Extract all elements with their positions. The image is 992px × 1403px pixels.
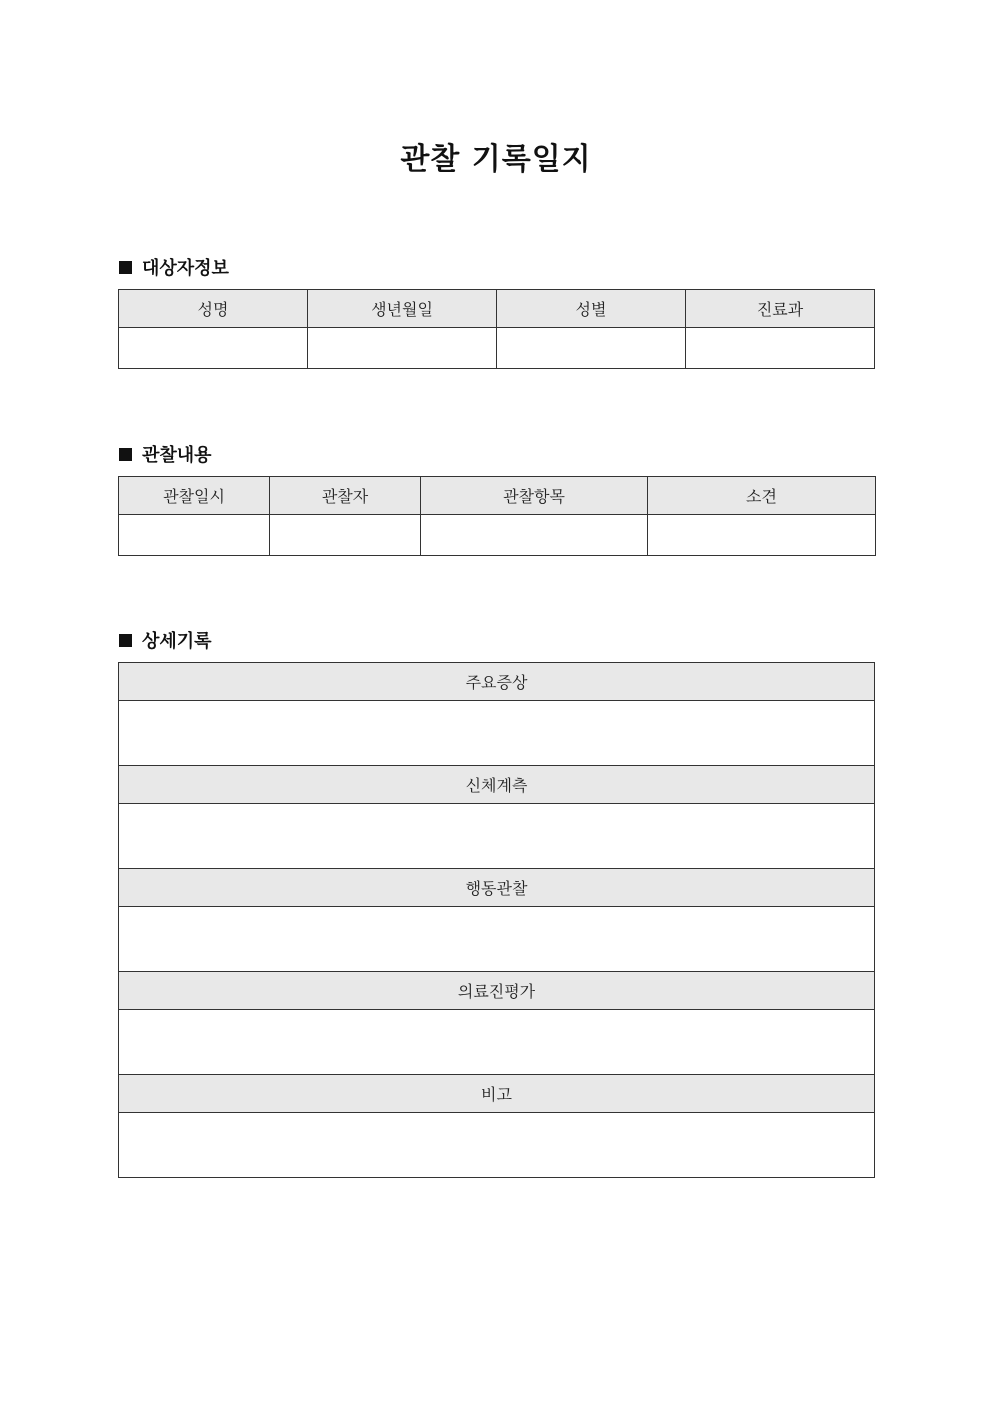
row-header-body-measurement: 신체계측 bbox=[119, 766, 875, 804]
table-header-row bbox=[119, 477, 876, 515]
column-header-observation-datetime: 관찰일시 bbox=[119, 477, 270, 515]
detail-header-row bbox=[119, 972, 875, 1010]
birthdate-cell[interactable] bbox=[308, 328, 497, 369]
subject-info-table bbox=[118, 289, 875, 369]
column-header-findings: 소견 bbox=[648, 477, 876, 515]
column-header-observer: 관찰자 bbox=[270, 477, 421, 515]
column-header-sex: 성별 bbox=[497, 290, 686, 328]
section-heading-label: 대상자정보 bbox=[142, 258, 229, 279]
body-measurement-cell[interactable] bbox=[119, 804, 875, 869]
medical-evaluation-cell[interactable] bbox=[119, 1010, 875, 1075]
section-heading-subject bbox=[119, 254, 229, 280]
sex-cell[interactable] bbox=[497, 328, 686, 369]
detail-header-row bbox=[119, 766, 875, 804]
detail-header-row bbox=[119, 1075, 875, 1113]
row-header-behavior-observation: 행동관찰 bbox=[119, 869, 875, 907]
table-row bbox=[119, 1010, 875, 1075]
page-title: 관찰 기록일지 bbox=[400, 142, 592, 177]
square-bullet-icon bbox=[119, 261, 132, 274]
table-row bbox=[119, 701, 875, 766]
detail-record-table bbox=[118, 662, 875, 1178]
remarks-cell[interactable] bbox=[119, 1113, 875, 1178]
section-heading-label: 관찰내용 bbox=[142, 445, 212, 466]
behavior-observation-cell[interactable] bbox=[119, 907, 875, 972]
table-header-row bbox=[119, 290, 875, 328]
square-bullet-icon bbox=[119, 634, 132, 647]
table-row bbox=[119, 804, 875, 869]
table-row bbox=[119, 907, 875, 972]
square-bullet-icon bbox=[119, 448, 132, 461]
detail-header-row bbox=[119, 663, 875, 701]
column-header-department: 진료과 bbox=[686, 290, 875, 328]
name-cell[interactable] bbox=[119, 328, 308, 369]
table-row bbox=[119, 515, 876, 556]
section-heading-observation bbox=[119, 441, 212, 467]
observation-datetime-cell[interactable] bbox=[119, 515, 270, 556]
observer-cell[interactable] bbox=[270, 515, 421, 556]
findings-cell[interactable] bbox=[648, 515, 876, 556]
column-header-name: 성명 bbox=[119, 290, 308, 328]
section-heading-label: 상세기록 bbox=[142, 631, 212, 652]
column-header-observation-item: 관찰항목 bbox=[421, 477, 648, 515]
main-symptoms-cell[interactable] bbox=[119, 701, 875, 766]
table-row bbox=[119, 328, 875, 369]
section-heading-detail bbox=[119, 627, 212, 653]
column-header-birthdate: 생년월일 bbox=[308, 290, 497, 328]
row-header-remarks: 비고 bbox=[119, 1075, 875, 1113]
detail-header-row bbox=[119, 869, 875, 907]
row-header-main-symptoms: 주요증상 bbox=[119, 663, 875, 701]
observation-item-cell[interactable] bbox=[421, 515, 648, 556]
row-header-medical-evaluation: 의료진평가 bbox=[119, 972, 875, 1010]
observation-table bbox=[118, 476, 876, 556]
table-row bbox=[119, 1113, 875, 1178]
department-cell[interactable] bbox=[686, 328, 875, 369]
